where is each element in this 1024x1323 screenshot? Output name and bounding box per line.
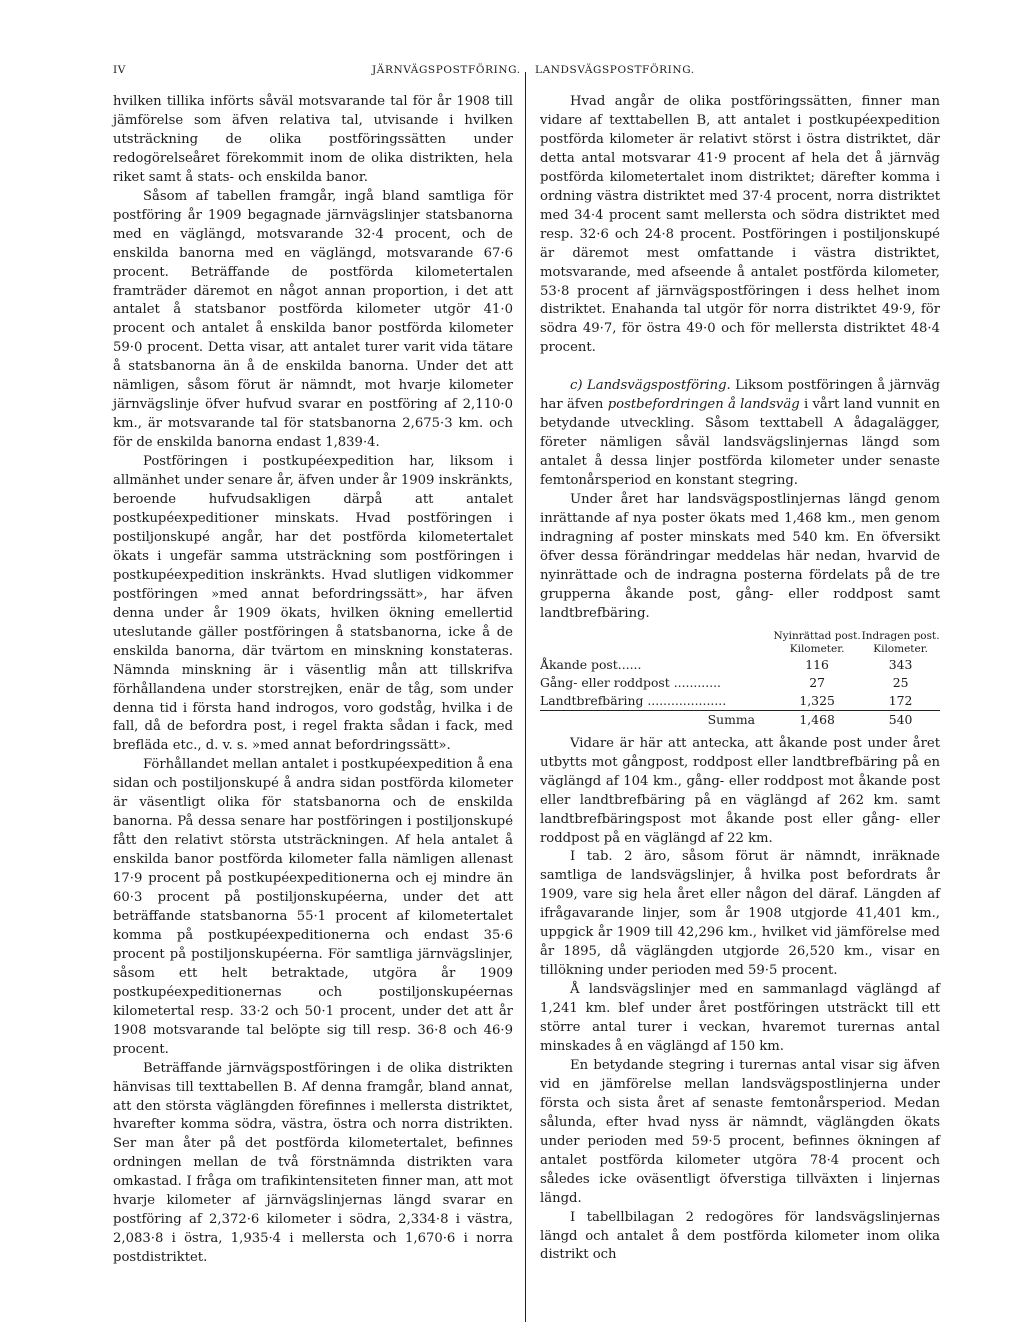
cell-new: 116	[805, 656, 829, 672]
section-heading: c) Landsvägspostföring.	[570, 378, 731, 394]
cell-new: 1,325	[799, 692, 835, 708]
table-sum-row	[540, 710, 940, 729]
paragraph: Å landsvägslinjer med en sammanlagd väglängd af 1,241 km. blef under året postföringen utsträckt till ett större antal turer i veckan, hvaremot turernas antal minskades å en väglängd af 150 km.	[540, 982, 940, 1054]
paragraph: I tab. 2 äro, såsom förut är nämndt, inräknade samtliga de landsvägslinjer, å hvilka post befordrats år 1909, vare sig hela året eller någon del däraf. Längden af ifrågavarande linjer, som år 1908 utgjorde 41,401 km., uppgick år 1909 till 42,296 km., hvilket vid jämförelse med år 1895, då väglängden utgjorde 26,520 km., visar en tillökning under perioden med 59·5 procent.	[540, 849, 940, 979]
column-divider	[525, 72, 526, 1322]
col-header-removed: Indragen post.	[861, 629, 940, 642]
paragraph: Postföringen i postkupéexpedition har, liksom i allmänhet under senare år, äfven under år 1909 inskränkts, beroende hufvudsakligen därpå att antalet postkupéexpeditioner minskats. Hvad postföringen i postiljonskupé angår, har det postförda kilometertalet ökats i ungefär samma utsträckning som postföringen i postkupéexpedition inskränkts. Hvad slutligen vidkommer postföringen »med annat befordringssätt», har äfven denna under år 1909 ökats, hvilken ökning emellertid uteslutande gäller postföringen å statsbanorna, icke å de enskilda banorna, där tvärtom en minskning konstateras. Nämnda minskning är i väsentlig mån att tillskrifva förhållandena under storstrejken, enär de tåg, som under denna tid i första hand indrogos, voro godståg, hvilka i de fall, då de befordra post, i regel frakta sådan i fack, med brefläda etc., d. v. s. »med annat befordringssätt».	[113, 454, 513, 754]
right-running-title: LANDSVÄGSPOSTFÖRING.	[535, 64, 695, 76]
row-leaders: ....................	[647, 692, 727, 708]
post-changes-table	[540, 630, 940, 729]
paragraph: Under året har landsvägspostlinjernas längd genom inrättande af nya poster ökats med 1,468 km., men genom indragning af poster minskats med 540 km. En öfversikt öfver dessa förändringar meddelas här nedan, hvarvid de nyinrättade och de indragna posterna fördelats på de tre grupperna åkande post, gång- eller roddpost samt landtbrefbäring.	[540, 492, 940, 621]
table-row	[540, 674, 940, 692]
cell-removed: 25	[892, 674, 909, 690]
section-text: i vårt land vunnit en betydande utveckling. Såsom texttabell A ådagalägger, företer nämligen såväl landsvägslinjernas längd som antalet å dessa linjer postförda kilometer under senaste femtonårsperiod en konstant stegring.	[540, 397, 940, 489]
row-leaders: ......	[617, 656, 642, 672]
paragraph: I tabellbilagan 2 redogöres för landsvägslinjernas längd och antalet å dem postförda kilometer inom olika distrikt och	[540, 1209, 940, 1263]
paragraph: Vidare är här att antecka, att åkande post under året utbytts mot gångpost, roddpost eller landtbrefbäring på en väglängd af 104 km., gång- eller roddpost mot åkande post eller landtbrefbäring på en väglängd af 262 km. samt landtbrefbäringspost mot åkande post eller gång- eller roddpost på en väglängd af 22 km.	[540, 735, 940, 846]
row-label: Åkande post	[540, 656, 618, 672]
page-number: IV	[113, 64, 126, 76]
cell-removed: 172	[888, 692, 913, 708]
sum-label: Summa	[540, 710, 773, 729]
paragraph: Såsom af tabellen framgår, ingå bland samtliga för postföring år 1909 begagnade järnvägslinjer statsbanorna med en väglängd, motsvarande 32·4 procent, och de enskilda banorna med en väglängd, motsvarande 67·6 procent. Beträffande de postförda kilometertalen framträder däremot en något annan proportion, i det att antalet å statsbanor postförda kilometer utgör 41·0 procent och antalet å enskilda banor postförda kilometer 59·0 procent. Detta visar, att antalet turer varit vida tätare å statsbanorna än å de enskilda banorna. Under det att nämligen, såsom förut är nämndt, mot hvarje kilometer järnvägslinje öfver hufvud svarar en postföring af 2,110·0 km., är motsvarande tal för statsbanorna 2,675·3 km. och för de enskilda banorna endast 1,839·4.	[113, 188, 513, 451]
table-row	[540, 656, 940, 674]
left-running-title: JÄRNVÄGSPOSTFÖRING.	[372, 64, 521, 76]
row-leaders: ............	[673, 674, 721, 690]
left-column	[113, 93, 513, 1268]
paragraph: hvilken tillika införts såväl motsvarande tal för år 1908 till jämförelse som äfven relativa tal, utvisande i hvilken utsträckning de olika postföringssätten under redogörelseåret förekommit inom de olika distrikten, hela riket samt å stats- och enskilda banor.	[113, 94, 513, 185]
section-text: Liksom postföringen å järnväg har äfven	[540, 378, 940, 413]
paragraph: En betydande stegring i turernas antal visar sig äfven vid en jämförelse mellan landsvägspostlinjerna under första och sista året af senaste femtonårsperiod. Medan sålunda, efter hvad nyss är nämndt, väglängden ökats under perioden med 59·5 procent, befinnes ökningen af antalet postförda kilometer utgöra 78·4 procent och således icke oväsentligt öfverstiga tillväxten i linjernas längd.	[540, 1057, 940, 1206]
sum-removed: 540	[861, 710, 940, 729]
col-header-new: Nyinrättad post.	[773, 629, 861, 642]
cell-new: 27	[809, 674, 825, 690]
paragraph: Beträffande järnvägspostföringen i de olika distrikten hänvisas till texttabellen B. Af denna framgår, bland annat, att den största väglängden förefinnes i mellersta distriktet, hvarefter komma södra, västra, östra och norra distrikten. Ser man åter på det postförda kilometertalet, befinnes ordningen mellan de två förstnämnda distrikten vara omkastad. I fråga om trafikintensiteten finner man, att mot hvarje kilometer af järnvägslinjernas längd svarar en postföring af 2,372·6 kilometer i södra, 2,334·8 i västra, 2,083·8 i östra, 1,935·4 i mellersta och 1,670·6 i norra postdistriktet.	[113, 1060, 513, 1266]
sum-new: 1,468	[773, 710, 861, 729]
section-paragraph	[540, 377, 940, 491]
table-row	[540, 692, 940, 711]
paragraph: Hvad angår de olika postföringssätten, finner man vidare af texttabellen B, att antalet i postkupéexpedition postförda kilometer är relativt störst i östra distriktet, där detta antal motsvarar 41·9 procent af hela det å järnväg postförda kilometertalet inom distriktet; därefter komma i ordning västra distriktet med 37·4 procent, norra distriktet med 34·4 procent samt mellersta och södra distriktet med resp. 32·6 och 24·8 procent. Postföringen i postiljonskupé är däremot mest omfattande i västra distriktet, motsvarande, med afseende å antalet postförda kilometer, 53·8 procent af järnvägspostföringen i dess helhet inom distriktet. Enahanda tal utgör för norra distriktet 49·9, för södra 49·7, för östra 49·0 och för mellersta distriktet 48·4 procent.	[540, 94, 940, 356]
unit-label: Kilometer.	[789, 642, 845, 655]
right-column	[540, 93, 940, 1265]
section-emphasis: postbefordringen å landsväg	[607, 397, 800, 413]
unit-label: Kilometer.	[873, 642, 928, 655]
row-label: Landtbrefbäring	[540, 692, 644, 708]
cell-removed: 343	[888, 656, 913, 672]
row-label: Gång- eller roddpost	[540, 674, 670, 690]
paragraph: Förhållandet mellan antalet i postkupéexpedition å ena sidan och postiljonskupé å andra sidan postförda kilometer är väsentligt olika för statsbanorna och de enskilda banorna. På dessa senare har postföringen i postiljonskupé fått den relativt största utsträckningen. Af hela antalet å enskilda banor postförda kilometer falla nämligen allenast 17·9 procent på postkupéexpeditionerna och ej mindre än 60·3 procent på postiljonskupéerna, under det att beträffande statsbanorna 55·1 procent af kilometertalet komma på postkupéexpeditionerna och endast 35·6 procent på postiljonskupéerna. För samtliga järnvägslinjer, såsom ett helt betraktade, utgöra år 1909 postkupéexpeditionernas och postiljonskupéernas kilometertal resp. 33·2 och 50·1 procent, under det att år 1908 motsvarande tal belöpte sig till resp. 36·8 och 46·9 procent.	[113, 757, 513, 1057]
